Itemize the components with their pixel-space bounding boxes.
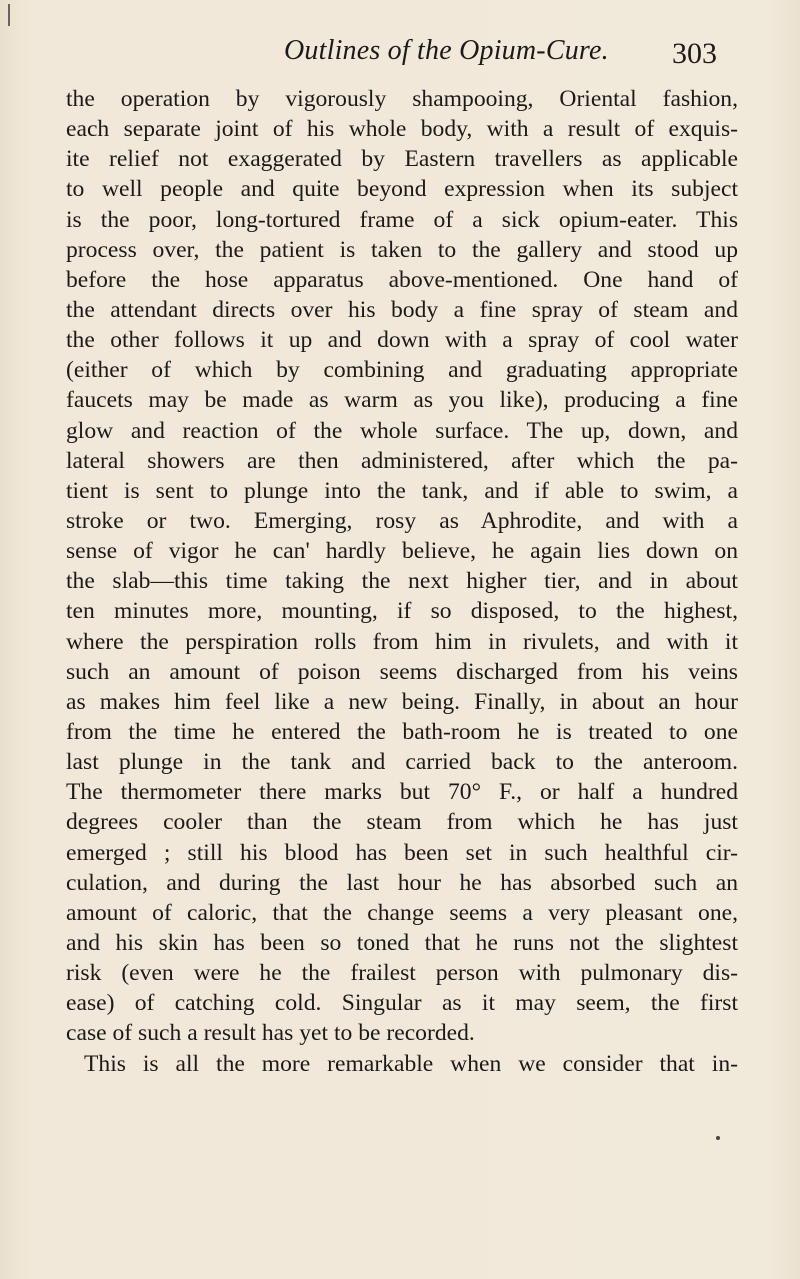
- running-head: [0, 34, 800, 74]
- text-line: tient is sent to plunge into the tank, and if able to swim, a: [66, 477, 738, 504]
- text-line: process over, the patient is taken to the gallery and stood up: [66, 236, 738, 263]
- body-text: [66, 84, 738, 1079]
- left-edge-mark: [8, 4, 10, 26]
- text-line: stroke or two. Emerging, rosy as Aphrodite, and with a: [66, 507, 738, 534]
- text-line: from the time he entered the bath-room he is treated to one: [66, 718, 738, 745]
- text-line: and his skin has been so toned that he runs not the slightest: [66, 929, 738, 956]
- text-line: faucets may be made as warm as you like), producing a fine: [66, 387, 738, 414]
- text-line: ease) of catching cold. Singular as it may seem, the first: [66, 990, 738, 1017]
- text-line: last plunge in the tank and carried back to the anteroom.: [66, 749, 738, 776]
- text-line: where the perspiration rolls from him in rivulets, and with it: [66, 628, 738, 655]
- text-line: The thermometer there marks but 70° F., or half a hundred: [66, 779, 738, 806]
- text-line: the slab—this time taking the next higher tier, and in about: [66, 568, 738, 595]
- text-line: glow and reaction of the whole surface. The up, down, and: [66, 417, 738, 444]
- text-line: degrees cooler than the steam from which he has just: [66, 809, 738, 836]
- text-line: risk (even were he the frailest person with pulmonary dis-: [66, 960, 738, 987]
- running-head-title: Outlines of the Opium-Cure.: [284, 35, 609, 66]
- text-line: This is all the more remarkable when we consider that in-: [84, 1050, 738, 1077]
- text-line: before the hose apparatus above-mentioned. One hand of: [66, 266, 738, 293]
- paragraph: [66, 1049, 738, 1079]
- text-line: ite relief not exaggerated by Eastern travellers as applicable: [66, 146, 738, 173]
- text-line: the operation by vigorously shampooing, Oriental fashion,: [66, 86, 738, 112]
- text-line: emerged ; still his blood has been set in such healthful cir-: [66, 839, 738, 866]
- text-line: as makes him feel like a new being. Finally, in about an hour: [66, 688, 738, 715]
- page-number: 303: [672, 37, 717, 70]
- text-line: the other follows it up and down with a spray of cool water: [66, 327, 738, 354]
- text-line: (either of which by combining and graduating appropriate: [66, 357, 738, 384]
- text-line: to well people and quite beyond expression when its subject: [66, 176, 738, 203]
- text-line: the attendant directs over his body a fine spray of steam and: [66, 296, 738, 323]
- text-line: amount of caloric, that the change seems a very pleasant one,: [66, 899, 738, 926]
- text-line: ten minutes more, mounting, if so disposed, to the highest,: [66, 598, 738, 625]
- paragraph: [66, 84, 738, 1049]
- text-line: case of such a result has yet to be recorded.: [66, 1020, 475, 1047]
- text-line: such an amount of poison seems discharged from his veins: [66, 658, 738, 685]
- text-line: lateral showers are then administered, after which the pa-: [66, 447, 738, 474]
- text-line: culation, and during the last hour he has absorbed such an: [66, 869, 738, 896]
- text-line: is the poor, long-tortured frame of a sick opium-eater. This: [66, 206, 738, 233]
- paper-speck: [716, 1136, 720, 1140]
- text-line: sense of vigor he can' hardly believe, he again lies down on: [66, 538, 738, 565]
- text-line: each separate joint of his whole body, with a result of exquis-: [66, 116, 738, 143]
